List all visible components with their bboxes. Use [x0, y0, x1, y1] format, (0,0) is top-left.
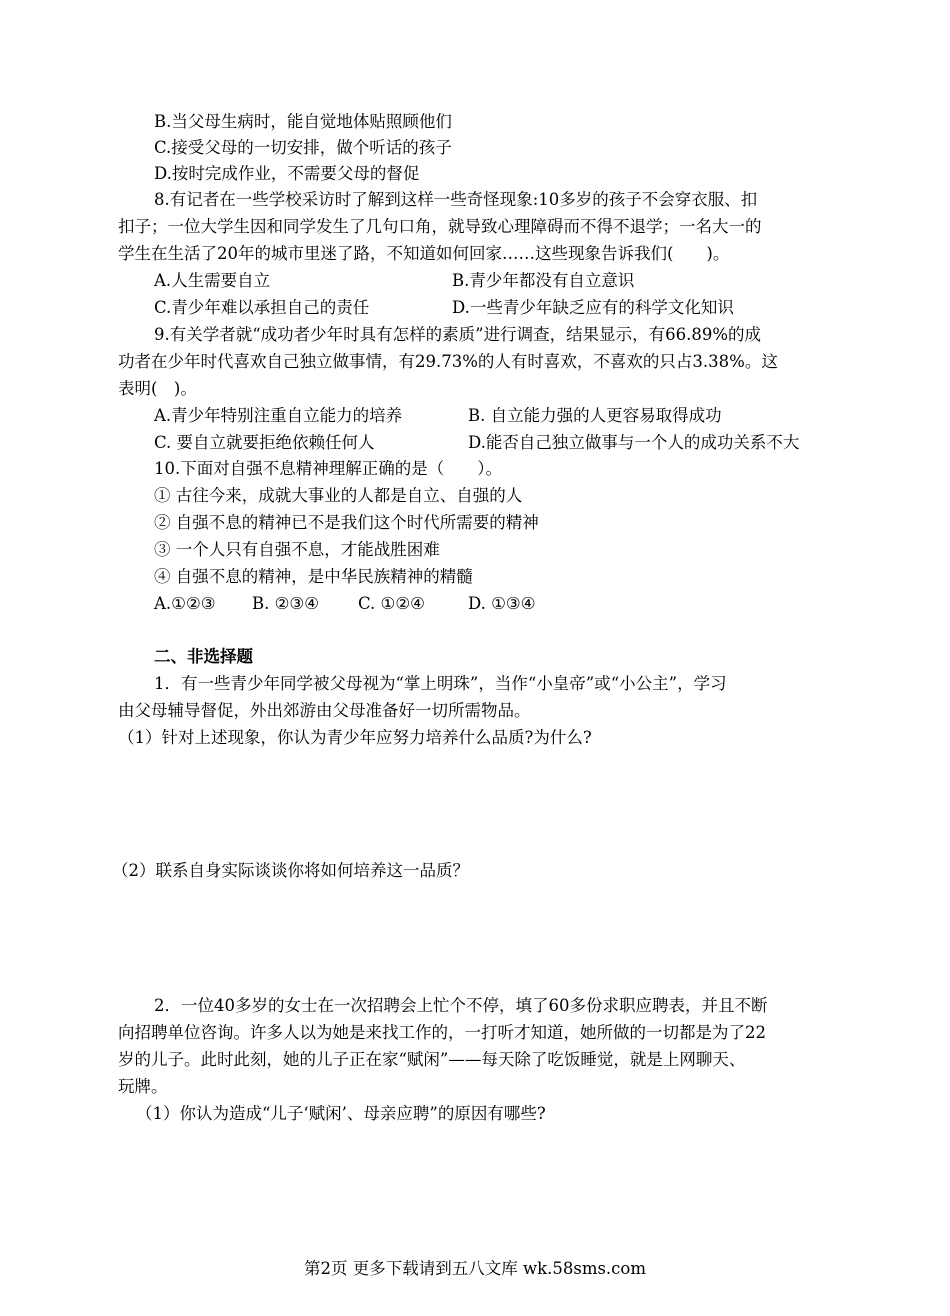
q8-option-a: A.人生需要自立 [154, 271, 271, 290]
q9-option-d: D.能否自己独立做事与一个人的成功关系不大 [468, 433, 800, 452]
q8-stem-line-2: 扣子；一位大学生因和同学发生了几句口角，就导致心理障碍而不得不退学；一名大一的 [118, 217, 762, 236]
q8-option-b: B.青少年都没有自立意识 [452, 271, 635, 290]
q8-option-d: D.一些青少年缺乏应有的科学文化知识 [452, 298, 734, 317]
q10-item-2: ② 自强不息的精神已不是我们这个时代所需要的精神 [154, 513, 539, 532]
q10-stem: 10.下面对自强不息精神理解正确的是（ ）。 [154, 459, 502, 478]
s2-q1-line-2: 由父母辅导督促，外出郊游由父母准备好一切所需物品。 [118, 701, 531, 720]
q9-option-c: C. 要自立就要拒绝依赖任何人 [154, 433, 375, 452]
q9-stem-line-3: 表明( )。 [118, 379, 197, 398]
s2-q1-sub-1: （1）针对上述现象，你认为青少年应努力培养什么品质?为什么? [118, 728, 592, 747]
q7-option-c: C.接受父母的一切安排，做个听话的孩子 [154, 138, 452, 157]
q9-stem-line-1: 9.有关学者就“成功者少年时具有怎样的素质”进行调查，结果显示，有66.89%的成 [154, 325, 762, 344]
q10-option-b: B. ②③④ [252, 594, 319, 613]
s2-q2-line-1: 2．一位40多岁的女士在一次招聘会上忙个不停，填了60多份求职应聘表，并且不断 [154, 996, 768, 1015]
section-2-title: 二、非选择题 [154, 647, 253, 666]
q9-stem-line-2: 功者在少年时代喜欢自己独立做事情，有29.73%的人有时喜欢，不喜欢的只占3.38%。这 [118, 352, 778, 371]
q8-option-c: C.青少年难以承担自己的责任 [154, 298, 370, 317]
q10-option-a: A.①②③ [154, 594, 216, 613]
s2-q2-sub-1: （1）你认为造成“儿子‘赋闲’、母亲应聘”的原因有哪些? [136, 1104, 546, 1123]
q10-item-4: ④ 自强不息的精神，是中华民族精神的精髓 [154, 567, 473, 586]
page-footer: 第2页 更多下载请到五八文库 wk.58sms.com [304, 1259, 646, 1278]
q10-item-3: ③ 一个人只有自强不息，才能战胜困难 [154, 540, 440, 559]
q9-option-a: A.青少年特别注重自立能力的培养 [154, 406, 403, 425]
q7-option-b: B.当父母生病时，能自觉地体贴照顾他们 [154, 112, 452, 131]
q9-option-b: B. 自立能力强的人更容易取得成功 [468, 406, 722, 425]
s2-q2-line-3: 岁的儿子。此时此刻，她的儿子正在家“赋闲”——每天除了吃饭睡觉，就是上网聊天、 [118, 1050, 746, 1069]
s2-q2-line-2: 向招聘单位咨询。许多人以为她是来找工作的，一打听才知道，她所做的一切都是为了22 [118, 1023, 766, 1042]
s2-q2-line-4: 玩牌。 [118, 1077, 168, 1096]
q10-option-d: D. ①③④ [468, 594, 536, 613]
s2-q1-line-1: 1．有一些青少年同学被父母视为“掌上明珠”，当作“小皇帝”或“小公主”，学习 [154, 674, 727, 693]
q8-stem-line-1: 8.有记者在一些学校采访时了解到这样一些奇怪现象:10多岁的孩子不会穿衣服、扣 [154, 190, 758, 209]
q7-option-d: D.按时完成作业，不需要父母的督促 [154, 164, 420, 183]
s2-q1-sub-2: （2）联系自身实际谈谈你将如何培养这一品质？ [112, 861, 469, 880]
q8-stem-line-3: 学生在生活了20年的城市里迷了路，不知道如何回家……这些现象告诉我们( )。 [118, 244, 730, 263]
q10-option-c: C. ①②④ [358, 594, 425, 613]
q10-item-1: ① 古往今来，成就大事业的人都是自立、自强的人 [154, 486, 523, 505]
